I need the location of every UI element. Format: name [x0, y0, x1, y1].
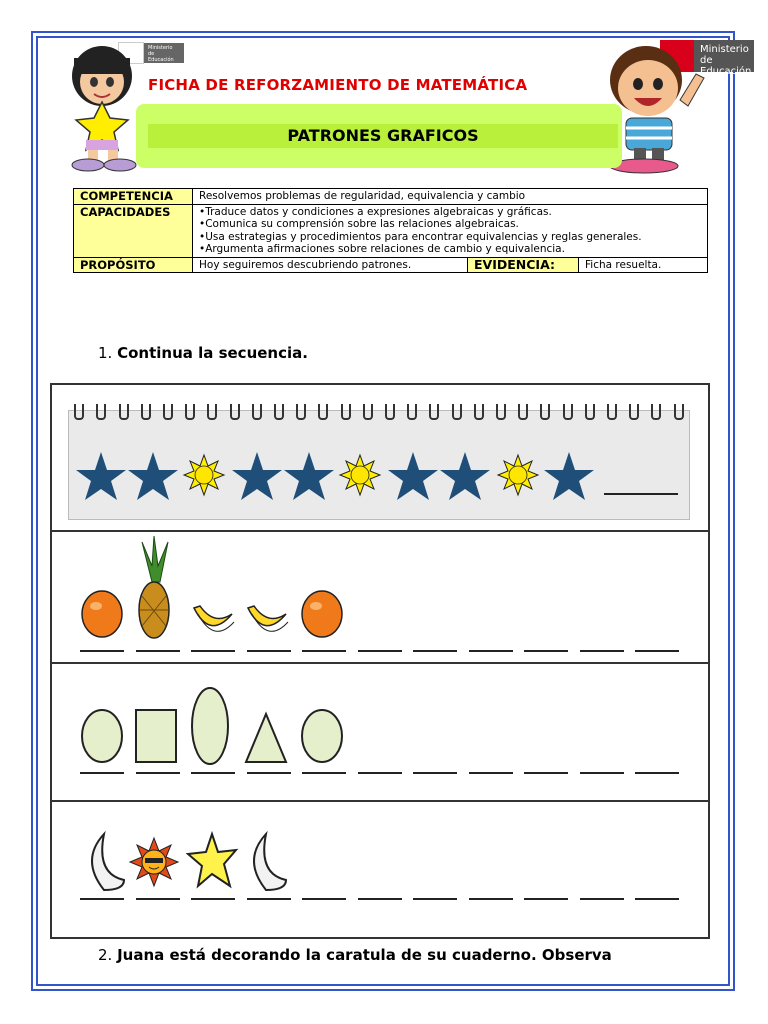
answer-blank-line[interactable] — [191, 898, 235, 900]
capacidad-item: •Argumenta afirmaciones sobre relaciones de cambio y equivalencia. — [199, 243, 565, 255]
answer-blank-line[interactable] — [524, 650, 568, 652]
answer-blank-line[interactable] — [80, 772, 124, 774]
question-text: Continua la secuencia. — [117, 344, 308, 362]
answer-blank-line[interactable] — [580, 650, 624, 652]
evidencia-label: EVIDENCIA: — [468, 257, 579, 273]
answer-blank-line[interactable] — [413, 898, 457, 900]
answer-blank-line[interactable] — [247, 898, 291, 900]
answer-blank-line[interactable] — [580, 772, 624, 774]
worksheet-title: FICHA DE REFORZAMIENTO DE MATEMÁTICA — [148, 76, 528, 94]
answer-blank-line[interactable] — [247, 772, 291, 774]
proposito-label: PROPÓSITO — [74, 257, 193, 273]
ministry-logo-text: Ministerio de Educación — [694, 40, 754, 72]
tall-oval-shape — [192, 688, 228, 764]
answer-blank-line[interactable] — [136, 650, 180, 652]
star-icon — [232, 452, 282, 500]
row-divider — [52, 800, 708, 802]
star-icon — [284, 452, 334, 500]
sun-icon — [340, 455, 380, 495]
answer-blank-line[interactable] — [413, 772, 457, 774]
ministry-logo-text: Ministerio de Educación — [144, 43, 184, 63]
row-divider — [52, 662, 708, 664]
answer-blank-line[interactable] — [302, 650, 346, 652]
competencia-label: COMPETENCIA — [74, 189, 193, 205]
answer-blank-line[interactable] — [635, 650, 679, 652]
answer-blank-line[interactable] — [358, 898, 402, 900]
moon-icon — [92, 834, 124, 890]
sun-icon — [498, 455, 538, 495]
notebook-rings — [68, 404, 690, 420]
answer-blank-line[interactable] — [469, 898, 513, 900]
triangle-shape — [246, 714, 286, 762]
answer-blank-line[interactable] — [358, 772, 402, 774]
capacidades-label: CAPACIDADES — [74, 204, 193, 257]
star-icon — [76, 452, 126, 500]
star-icon — [388, 452, 438, 500]
circle-shape — [302, 710, 342, 762]
pineapple-icon — [139, 536, 169, 638]
capacidades-row — [74, 204, 708, 257]
competency-table — [73, 188, 708, 273]
banana-icon — [248, 606, 288, 631]
answer-blank-line[interactable] — [80, 650, 124, 652]
question-number: 2. — [98, 946, 113, 964]
answer-blank-line[interactable] — [136, 898, 180, 900]
answer-blank-line[interactable] — [302, 772, 346, 774]
orange-icon — [302, 591, 342, 637]
banana-icon — [194, 606, 234, 631]
evidencia-value: Ficha resuelta. — [579, 257, 708, 273]
question-text: Juana está decorando la caratula de su cuaderno. Observa — [117, 946, 612, 964]
question-number: 1. — [98, 344, 113, 362]
proposito-row — [74, 257, 708, 273]
square-shape — [136, 710, 176, 762]
capacidad-item: •Usa estrategias y procedimientos para encontrar equivalencias y reglas generales. — [199, 230, 642, 243]
question-2 — [98, 946, 612, 964]
star-face-icon — [188, 834, 236, 886]
capacidad-item: •Comunica su comprensión sobre las relaciones algebraicas. — [199, 218, 519, 230]
moon-icon — [254, 834, 286, 890]
answer-blank-line[interactable] — [358, 650, 402, 652]
answer-blank-line[interactable] — [247, 650, 291, 652]
sun-icon — [184, 455, 224, 495]
circle-shape — [82, 710, 122, 762]
topic-title: PATRONES GRAFICOS — [287, 126, 479, 145]
answer-blank-line[interactable] — [524, 898, 568, 900]
proposito-value: Hoy seguiremos descubriendo patrones. — [193, 257, 468, 273]
answer-blank-line[interactable] — [524, 772, 568, 774]
star-sun-sequence — [70, 446, 690, 506]
star-icon — [440, 452, 490, 500]
answer-blank-line[interactable] — [580, 898, 624, 900]
answer-blank-line[interactable] — [191, 772, 235, 774]
sun-face-icon — [130, 838, 178, 886]
orange-icon — [82, 591, 122, 637]
question-1 — [98, 344, 308, 362]
shape-sequence — [76, 684, 356, 768]
star-icon — [128, 452, 178, 500]
competencia-row — [74, 189, 708, 205]
fruit-sequence — [76, 536, 356, 646]
capacidad-item: •Traduce datos y condiciones a expresiones algebraicas y gráficas. — [199, 205, 552, 218]
moon-sun-star-sequence — [76, 830, 306, 894]
answer-blank-line[interactable] — [80, 898, 124, 900]
answer-blank-line[interactable] — [413, 650, 457, 652]
answer-blank-line[interactable] — [469, 772, 513, 774]
competencia-value: Resolvemos problemas de regularidad, equivalencia y cambio — [193, 189, 708, 205]
answer-blank-line[interactable] — [136, 772, 180, 774]
answer-blank-line[interactable] — [635, 772, 679, 774]
star-icon — [544, 452, 594, 500]
capacidades-list — [193, 204, 708, 257]
answer-blank-line[interactable] — [635, 898, 679, 900]
row-divider — [52, 530, 708, 532]
answer-blank-line[interactable] — [302, 898, 346, 900]
answer-blank-line[interactable] — [469, 650, 513, 652]
answer-blank-line[interactable] — [191, 650, 235, 652]
